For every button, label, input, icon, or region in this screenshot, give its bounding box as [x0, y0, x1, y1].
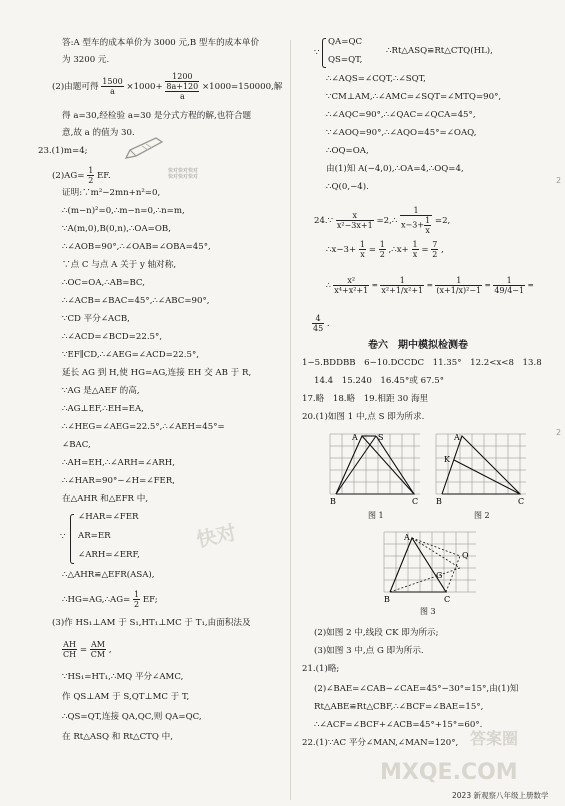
denominator: 45 [313, 324, 324, 333]
text-run: =2, [434, 216, 451, 226]
text-line: ∠ARH=∠ERF, [78, 550, 140, 560]
text-line: ∴∠HEG=∠AEG=22.5°,∴∠AEH=45°= [62, 422, 225, 432]
figure-2-grid-diagram [432, 430, 530, 508]
denominator: CM [90, 650, 106, 659]
text-line: ∵HS₁=HT₁,∴MQ 平分∠AMC, [62, 672, 184, 682]
point-label-b: B [436, 497, 442, 506]
text-run: , [441, 245, 444, 255]
equation-line [52, 72, 282, 101]
fraction [424, 216, 431, 235]
numerator: 7 [432, 240, 438, 249]
figure-1-grid-diagram [326, 430, 424, 508]
fraction [359, 240, 366, 259]
text-line: ∴△AHR≌△EFR(ASA), [62, 570, 155, 580]
text-line: 为 3200 元. [62, 55, 110, 65]
equation-line [326, 276, 534, 295]
triangle-abc [390, 538, 446, 592]
denominator: x [412, 250, 418, 259]
fraction [435, 276, 482, 295]
text-run: = [368, 245, 376, 255]
text-run: =2,∴ [376, 216, 398, 226]
text-line: 23.(1)m=4; [38, 146, 88, 156]
denominator: 8a+120 [166, 82, 199, 91]
denominator: 2 [88, 176, 94, 185]
numerator: 1500 [102, 77, 123, 86]
point-label-a: A [352, 433, 358, 442]
fraction [62, 640, 77, 659]
text-line: 22.(1)∵AC 平分∠MAN,∠MAN=120°, [302, 738, 459, 748]
point-label-c: C [518, 497, 525, 506]
text-run: = [371, 280, 378, 290]
handwritten-line: 快对快对快对 [168, 174, 199, 180]
text-run: 24.∵ [314, 216, 334, 226]
text-run: (2)由题可得 [52, 82, 99, 92]
equation-line [326, 240, 444, 259]
point-label-b: B [384, 595, 390, 604]
text-line: 延长 AG 到 H,使 HG=AG,连接 EH 交 AB 于 R, [62, 368, 252, 378]
numerator: 1 [359, 240, 366, 249]
denominator: x²−3x+1 [336, 221, 373, 230]
text-line: 21.(1)略; [302, 664, 340, 674]
denominator: x⁴+x²+1 [334, 286, 369, 295]
text-line: ∴OQ=OA, [326, 146, 369, 156]
text-run: = [527, 280, 534, 290]
pen-sticker-icon [122, 134, 168, 162]
fraction [380, 276, 424, 295]
equation-line [62, 590, 158, 609]
triangle-abc [442, 436, 520, 494]
numerator: 1 [435, 276, 482, 286]
text-line: ∴∠AQC=90°,∴∠QAC=∠QCA=45°, [326, 110, 476, 120]
numerator: 4 [312, 314, 324, 324]
text-line: 在 Rt△ASQ 和 Rt△CTQ 中, [62, 732, 173, 742]
fraction [379, 240, 386, 259]
text-line: ∴AH=EH,∴∠ARH=∠ARH, [62, 458, 176, 468]
denominator: 2 [134, 600, 140, 609]
text-line: ∴∠ACB=∠BAC=45°,∴∠ABC=90°, [62, 296, 210, 306]
fraction [493, 276, 525, 295]
denominator: 2 [379, 250, 385, 259]
text-run: = [79, 645, 88, 655]
triangle-abc [336, 436, 414, 494]
edge-mark: 2 [556, 176, 562, 185]
text-line: QS=QT, [328, 55, 363, 65]
watermark-logo: 快对 [194, 520, 239, 552]
text-line: ∵EF∥CD,∴∠AEG=∠ACD=22.5°, [62, 350, 200, 360]
fraction [87, 166, 94, 185]
denominator: CH [63, 650, 77, 659]
fraction [312, 314, 324, 333]
text-line: ∠HAR=∠FER [78, 512, 139, 522]
denominator: a [179, 92, 185, 101]
text-line: (2)∠BAE=∠CAB−∠CAE=45°−30°=15°,由(1)知 [314, 684, 519, 694]
text-line: ∴Rt△ASQ≌Rt△CTQ(HL), [386, 46, 493, 56]
fraction [101, 77, 123, 96]
text-run: ×1000=150000,解 [201, 82, 283, 92]
text-run: = [484, 280, 491, 290]
denominator: x [425, 226, 430, 235]
text-line: ∴Q(0,−4). [326, 182, 369, 192]
numerator: x² [333, 276, 369, 286]
text-line: ∴∠AOB=90°,∴∠OAB=∠OBA=45°, [62, 242, 211, 252]
denominator: 49/4−1 [494, 286, 525, 295]
text-line: (2)如图 2 中,线段 CK 即为所示; [314, 628, 439, 638]
text-line: ∴OC=OA,∴AB=BC, [62, 278, 145, 288]
point-label-a: A [454, 433, 460, 442]
text-run: = [426, 280, 433, 290]
numerator: 1 [412, 240, 418, 249]
text-run: = [421, 245, 429, 255]
text-run: ∴x−3+ [326, 245, 357, 255]
point-label-c: C [444, 595, 451, 604]
denominator [400, 216, 432, 235]
fraction [133, 590, 140, 609]
point-label-a: A [404, 533, 410, 542]
text-line: ∴AG⊥EF,∴EH=EA, [62, 404, 144, 414]
numerator: 1 [134, 590, 140, 599]
text-run: ∴ [326, 280, 331, 290]
watermark-logo: 答案圈 [470, 729, 519, 748]
text-line: AR=ER [78, 531, 111, 541]
figure-caption: 图 1 [368, 511, 384, 520]
text-run: x−3+ [401, 220, 425, 230]
text-run: , [108, 645, 112, 655]
edge-mark: 2 [556, 428, 562, 437]
point-label-q: Q [462, 551, 469, 560]
text-line: ∴QS=QT,连接 QA,QC,则 QA=QC, [62, 712, 202, 722]
equation-line [62, 640, 112, 659]
numerator: AM [90, 640, 105, 649]
point-label-c: C [412, 497, 419, 506]
text-line: 20.(1)如图 1 中,点 S 即为所求. [302, 412, 425, 422]
text-line: ∴∠HAR=90°−∠H=∠FER, [62, 476, 176, 486]
text-line: ∵AG 是△AEF 的高, [62, 386, 140, 396]
text-line: 在△AHR 和△EFR 中, [62, 494, 149, 504]
handwritten-note [168, 168, 198, 180]
text-line: ∴(m−n)²=0,∴m−n=0,∴n=m, [62, 206, 185, 216]
text-run: (2)AG= [52, 171, 85, 181]
numerator: 1 [379, 240, 385, 249]
numerator: 1 [88, 166, 94, 175]
text-line: ∵CD 平分∠ACB, [62, 314, 130, 324]
fraction [165, 72, 199, 101]
watermark-logo: MXQE.COM [380, 760, 518, 785]
grid-lines [384, 532, 476, 592]
text-run: ×1000+ [126, 82, 163, 92]
denominator: 2 [432, 250, 438, 259]
figure-3-grid-diagram [380, 528, 480, 604]
denominator: (x+1/x)²−1 [436, 286, 482, 295]
text-run: ,∴x+ [388, 245, 409, 255]
grid-lines [436, 434, 526, 494]
text-line: 证明:∵m²−2mn+n²=0, [62, 188, 161, 198]
denominator: x²+1/x²+1 [381, 286, 424, 295]
text-run: EF; [142, 595, 158, 605]
text-line: (3)如图 3 中,点 G 即为所示. [314, 646, 424, 656]
text-line: ∵A(m,0),B(0,n),∴OA=OB, [62, 224, 171, 234]
text-line: Rt△ABE≌Rt△CBF,∴∠BCF=∠BAE=15°, [314, 702, 484, 712]
point-label-s: S [378, 433, 384, 442]
text-line: 1−5.BDDBB 6−10.DCCDC 11.35° 12.2<x<8 13.8 [302, 358, 542, 368]
page-footer: 2023 新观察八年级上册数学 [452, 791, 549, 800]
text-line: 由(1)知 A(−4,0),∴OA=4,∴OQ=4, [326, 164, 464, 174]
text-line: 14.4 15.240 16.45°或 67.5° [314, 376, 445, 386]
text-line: ∴∠ACD=∠BCD=22.5°, [62, 332, 163, 342]
fraction [431, 240, 438, 259]
text-line: (3)作 HS₁⊥AM 于 S₁,HT₁⊥MC 于 T₁,由面积法及 [52, 618, 251, 628]
figure-caption: 图 3 [420, 607, 436, 616]
text-line: QA=QC [328, 37, 363, 47]
text-line: 答:A 型车的成本单价为 3000 元,B 型车的成本单价 [62, 38, 260, 48]
fraction [336, 211, 374, 230]
numerator: x [336, 211, 374, 221]
text-line: ∵∠AOQ=90°,∴∠AQO=45°=∠OAQ, [326, 128, 477, 138]
equation-line [314, 206, 450, 235]
text-line: ∠BAC, [62, 440, 91, 450]
column-divider [290, 40, 291, 800]
numerator: 1 [400, 206, 432, 216]
text-run: . [326, 319, 330, 329]
point-label-b: B [330, 497, 336, 506]
text-run: EF. [97, 171, 111, 181]
point-label-k: K [444, 455, 450, 464]
text-line: ∴∠AQS=∠CQT,∴∠SQT, [326, 74, 426, 84]
text-line: 作 QS⊥AM 于 S,QT⊥MC 于 T, [62, 692, 190, 702]
text-line: ∵CM⊥AM,∴∠AMC=∠SQT=∠MTQ=90°, [326, 92, 502, 102]
handwritten-line: 快对快对快对 [168, 168, 199, 174]
text-run: ∴HG=AG,∴AG= [62, 595, 131, 605]
figure-caption: 图 2 [474, 511, 490, 520]
fraction [400, 206, 432, 235]
equation-line [312, 314, 330, 333]
left-brace [70, 514, 74, 564]
point-label-g: G [436, 571, 443, 580]
fraction [333, 276, 369, 295]
text-line: 意,故 a 的值为 30. [62, 128, 135, 138]
numerator: 1 [425, 216, 431, 225]
numerator: 1 [493, 276, 525, 286]
numerator: AH [63, 640, 76, 649]
text-line: ∵点 C 与点 A 关于 y 轴对称, [62, 260, 177, 270]
numerator: 1 [380, 276, 424, 286]
denominator: x [360, 250, 365, 259]
since-symbol: ∵ [60, 532, 66, 542]
fraction [412, 240, 419, 259]
fraction [90, 640, 106, 659]
text-line: 17.略 18.略 19.相距 30 海里 [302, 394, 429, 404]
denominator: a [110, 87, 115, 96]
text-line: ∴∠ACF=∠BCF+∠ACB=45°+15°=60°. [314, 720, 483, 730]
left-brace [322, 38, 326, 68]
since-symbol: ∵ [314, 48, 320, 58]
equation-line [52, 166, 111, 185]
numerator: 1200 [165, 72, 199, 82]
section-heading: 卷六 期中模拟检测卷 [368, 340, 468, 351]
text-line: 得 a=30,经检验 a=30 是分式方程的解,也符合题 [62, 111, 252, 121]
